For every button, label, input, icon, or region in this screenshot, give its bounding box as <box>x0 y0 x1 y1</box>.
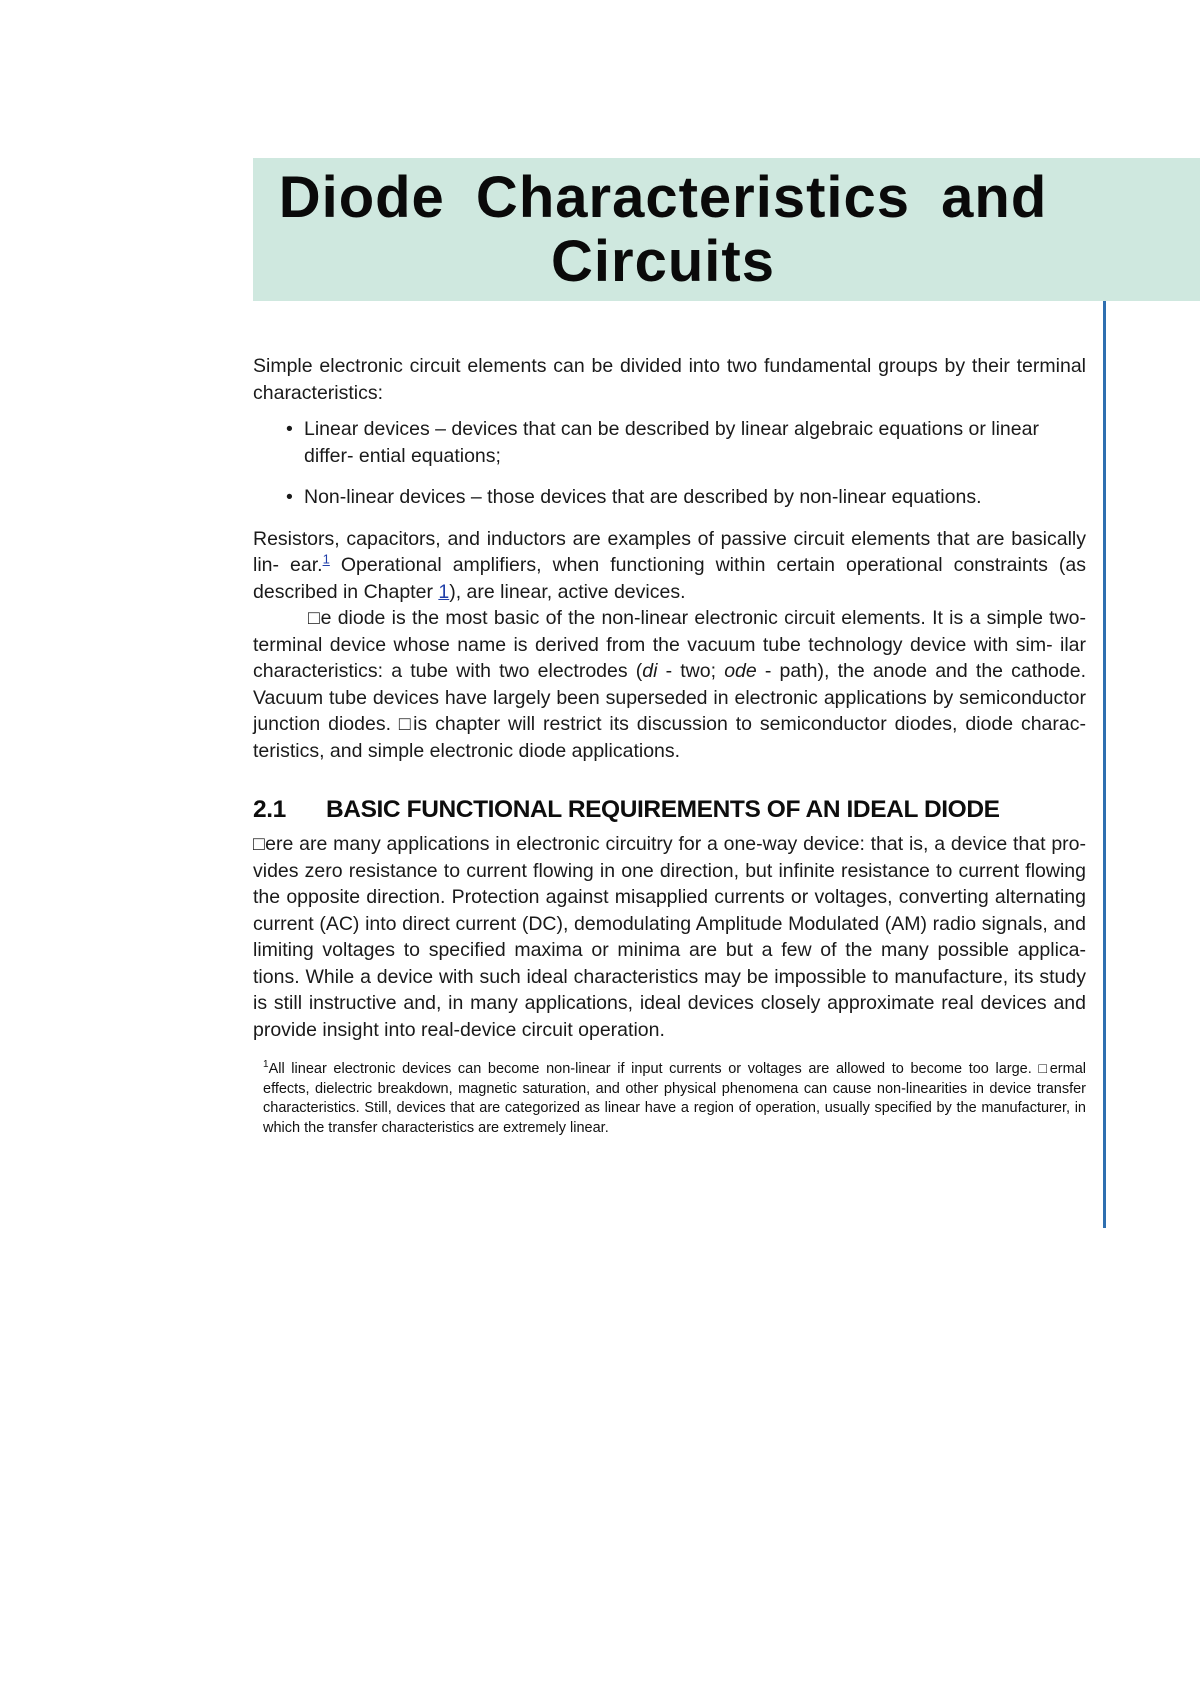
paragraph-one-way-device: □ere are many applications in electronic circuitry for a one-way device: that is, a device that pro- vides zero resistance to current flowing in one direction, but infinite resistance to current flowing the opposite direction. Protection against misapplied currents or voltages, converting alternating current (AC) into direct current (DC), demodulating Amplitude Modulated (AM) radio signals, and limiting voltages to specified maxima or minima are but a few of the many possible applica- tions. While a device with such ideal characteristics may be impossible to manufacture, its study is still instructive and, in many applications, ideal devices closely approximate real devices and provide insight into real-device circuit operation. <box>253 833 1086 1041</box>
margin-rule <box>1103 301 1106 1228</box>
section-heading <box>253 794 1086 825</box>
footnote-link[interactable]: 1 <box>322 551 330 567</box>
chapter-link[interactable]: 1 <box>438 580 450 603</box>
bullet-icon: • <box>286 486 293 508</box>
footnote-text: All linear electronic devices can become non-linear if input currents or voltages are allowed to become too large. □ermal effects, dielectric breakdown, magnetic saturation, and other physical phenomena can cause non-linearities in device transfer characteristics. Still, devices that are categorized as linear have a region of operation, usually specified by the manufacturer, in which the transfer characteristics are extremely linear. <box>263 1060 1086 1137</box>
list-item-text: Non-linear devices – those devices that are described by non-linear equations. <box>304 486 982 508</box>
bullet-icon: • <box>286 418 293 440</box>
section-number: 2.1 <box>253 796 286 823</box>
paragraph-passive-elements <box>253 526 1086 606</box>
paragraph-text: - path), the anode and the cathode. Vacuum tube devices have largely been superseded in electronic applications by semiconductor junction diodes. □is chapter will restrict its discussion to semiconductor diodes, diode charac- teristics, and simple electronic diode applications. <box>253 660 1086 762</box>
emphasis-text: ode <box>724 660 757 682</box>
title-banner <box>253 158 1200 301</box>
list-item <box>253 484 1086 511</box>
intro-paragraph: Simple electronic circuit elements can be divided into two fundamental groups by their terminal characteristics: <box>253 355 1086 404</box>
paragraph-text: Operational amplifiers, when functioning within certain operational constraints (as described in Chapter <box>253 554 1086 603</box>
footnote-marker: 1 <box>263 1059 269 1070</box>
device-list <box>253 416 1086 511</box>
paragraph-text: - two; <box>657 660 725 682</box>
paragraph-diode-intro <box>253 605 1086 764</box>
section-title: BASIC FUNCTIONAL REQUIREMENTS OF AN IDEAL DIODE <box>326 796 1000 823</box>
page-title: Diode Characteristics and Circuits <box>278 165 1048 294</box>
footnote <box>253 1055 1086 1139</box>
paragraph-text: □e diode is the most basic of the non-linear electronic circuit elements. It is a simple two-terminal device whose name is derived from the vacuum tube technology device with sim- ilar characteristics: a tube with two electrodes ( <box>253 607 1086 682</box>
document-body <box>253 353 1086 1139</box>
list-item-text: Linear devices – devices that can be described by linear algebraic equations or linear differ- ential equations; <box>304 418 1039 467</box>
list-item <box>253 416 1086 469</box>
paragraph-text: ), are linear, active devices. <box>449 580 686 603</box>
emphasis-text: di <box>642 660 658 682</box>
paragraph-text: Resistors, capacitors, and inductors are examples of passive circuit elements that are basically lin- ear. <box>253 527 1086 576</box>
